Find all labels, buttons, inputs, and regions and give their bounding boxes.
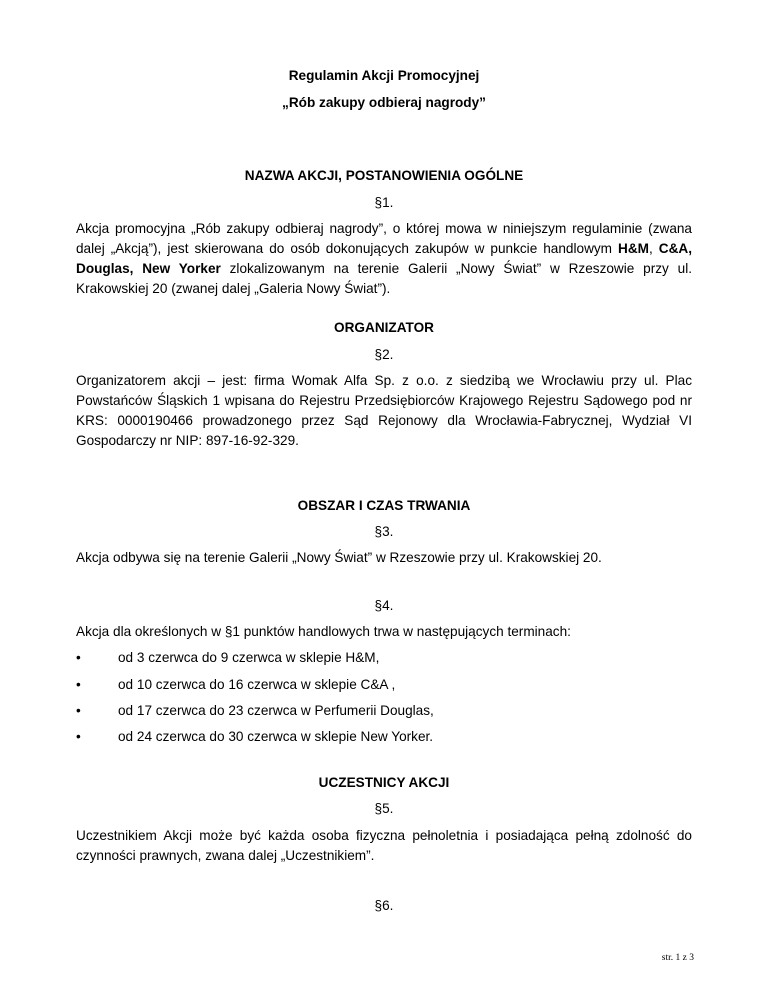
section3-number: §3.	[374, 524, 394, 539]
list-item-text: od 3 czerwca do 9 czerwca w sklepie H&M,	[118, 650, 380, 665]
list-item-text: od 24 czerwca do 30 czerwca w sklepie New Yorker.	[118, 729, 434, 744]
section1-separator: ,	[648, 241, 659, 256]
section1-text-b: zlokalizowanym na terenie Galerii „Nowy Świat” w Rzeszowie przy ul. Krakowskiej 20 (zwanej dalej „Galeria Nowy Świat”).	[76, 261, 692, 296]
section1-paragraph	[76, 219, 692, 299]
section1-number: §1.	[374, 195, 394, 210]
section3-heading: OBSZAR I CZAS TRWANIA	[297, 498, 471, 513]
bullet-icon: •	[76, 703, 81, 718]
section5-paragraph: Uczestnikiem Akcji może być każda osoba fizyczna pełnoletnia i posiadająca pełną zdolność do czynności prawnych, zwana dalej „Uczestnikiem”.	[76, 828, 692, 863]
section3-paragraph: Akcja odbywa się na terenie Galerii „Nowy Świat” w Rzeszowie przy ul. Krakowskiej 20.	[76, 550, 602, 565]
section1-bold-stores: C&A, Douglas, New Yorker	[76, 241, 692, 276]
document-title: Regulamin Akcji Promocyjnej	[288, 68, 480, 83]
section5-number: §5.	[374, 801, 394, 816]
section2-number: §2.	[374, 347, 394, 362]
bullet-icon: •	[76, 677, 81, 692]
bullet-icon: •	[76, 650, 81, 665]
section1-text-a: Akcja promocyjna „Rób zakupy odbieraj nagrody”, o której mowa w niniejszym regulaminie (zwana dalej „Akcją”), jest skierowana do osób dokonujących zakupów w punkcie handlowym	[76, 221, 692, 256]
section4-paragraph: Akcja dla określonych w §1 punktów handlowych trwa w następujących terminach:	[76, 624, 571, 639]
section2-paragraph: Organizatorem akcji – jest: firma Womak Alfa Sp. z o.o. z siedzibą we Wrocławiu przy ul. Plac Powstańców Śląskich 1 wpisana do Rejestru Przedsiębiorców Krajowego Rejestru Sądowego pod nr KRS: 0000190466 prowadzonego przez Sąd Rejonowy dla Wrocławia-Fabrycznej, Wydział VI Gospodarczy nr NIP: 897-16-92-329.	[76, 373, 692, 448]
list-item-text: od 10 czerwca do 16 czerwca w sklepie C&A ,	[118, 677, 396, 692]
section2-heading: ORGANIZATOR	[334, 320, 434, 335]
bullet-icon: •	[76, 729, 81, 744]
section6-number: §6.	[374, 898, 394, 913]
section5-heading: UCZESTNICY AKCJI	[318, 775, 450, 790]
section4-number: §4.	[374, 598, 394, 613]
section1-heading: NAZWA AKCJI, POSTANOWIENIA OGÓLNE	[244, 168, 524, 183]
section1-bold-hm: H&M	[618, 241, 649, 256]
list-item-text: od 17 czerwca do 23 czerwca w Perfumerii Douglas,	[118, 703, 434, 718]
document-subtitle: „Rób zakupy odbieraj nagrody”	[282, 95, 486, 110]
page-number: str. 1 z 3	[661, 953, 694, 963]
